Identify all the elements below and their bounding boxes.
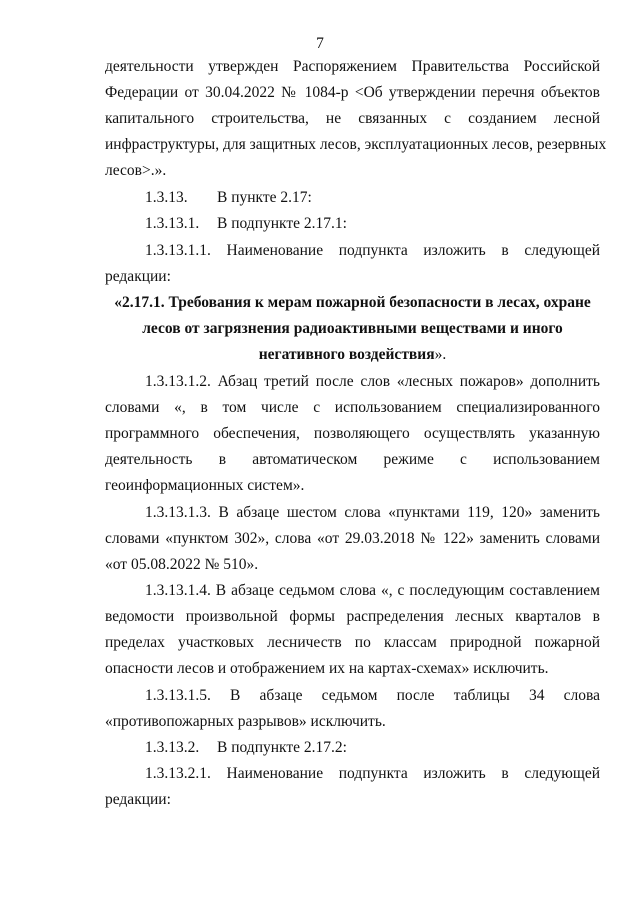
text-line: 1.3.13.2.1. Наименование подпункта изложить в следующей (145, 765, 600, 782)
text-line: «противопожарных разрывов» исключить. (105, 713, 386, 730)
clause-line (145, 189, 600, 207)
clause-number: 1.3.13. (145, 189, 188, 206)
clause-line (145, 215, 600, 233)
text-line: ведомости произвольной формы распределения лесных кварталов в (105, 608, 600, 625)
text-line: Федерации от 30.04.2022 № 1084-р <Об утверждении перечня объектов (105, 84, 600, 101)
text-line: редакции: (105, 268, 171, 285)
text-line: 1.3.13.1.3. В абзаце шестом слова «пунктами 119, 120» заменить (145, 504, 600, 521)
clause-text: В пункте 2.17: (217, 189, 312, 206)
clause-text: В подпункте 2.17.2: (217, 739, 347, 756)
clause-text: В подпункте 2.17.1: (217, 215, 347, 232)
text-line: словами «пунктом 302», слова «от 29.03.2018 № 122» заменить словами (105, 530, 600, 547)
text-line: деятельности утвержден Распоряжением Правительства Российской (105, 58, 600, 75)
text-line: «от 05.08.2022 № 510». (105, 556, 259, 573)
text-line: 1.3.13.1.2. Абзац третий после слов «лесных пожаров» дополнить (145, 373, 600, 390)
text-line: инфраструктуры, для защитных лесов, эксплуатационных лесов, резервных (105, 136, 607, 153)
text-line: редакции: (105, 791, 171, 808)
text-line: пределах участковых лесничеств по классам природной пожарной (105, 634, 600, 651)
text-line: геоинформационных систем». (105, 477, 305, 494)
clause-line (145, 739, 600, 757)
heading-closing: ». (434, 346, 447, 363)
page-number: 7 (316, 35, 324, 52)
text-line: 1.3.13.1.4. В абзаце седьмом слова «, с последующим составлением (145, 582, 600, 599)
heading-text: негативного воздействия (258, 346, 435, 363)
text-line: 1.3.13.1.5. В абзаце седьмом после таблицы 34 слова (145, 687, 600, 704)
clause-number: 1.3.13.1. (145, 215, 200, 232)
clause-number: 1.3.13.2. (145, 739, 200, 756)
text-line: программного обеспечения, позволяющего осуществлять указанную (105, 425, 600, 442)
text-line: деятельность в автоматическом режиме с использованием (105, 451, 600, 468)
bold-heading-line: «2.17.1. Требования к мерам пожарной безопасности в лесах, охране (114, 294, 591, 311)
text-line: лесов>.». (105, 162, 167, 179)
text-line: капитального строительства, не связанных с созданием лесной (105, 110, 600, 127)
bold-heading-line (105, 346, 600, 364)
bold-heading-line: лесов от загрязнения радиоактивными веществами и иного (142, 320, 563, 337)
text-line: опасности лесов и отображением их на картах-схемах» исключить. (105, 660, 549, 677)
text-line: 1.3.13.1.1. Наименование подпункта изложить в следующей (145, 242, 600, 259)
text-line: словами «, в том числе с использованием специализированного (105, 399, 600, 416)
